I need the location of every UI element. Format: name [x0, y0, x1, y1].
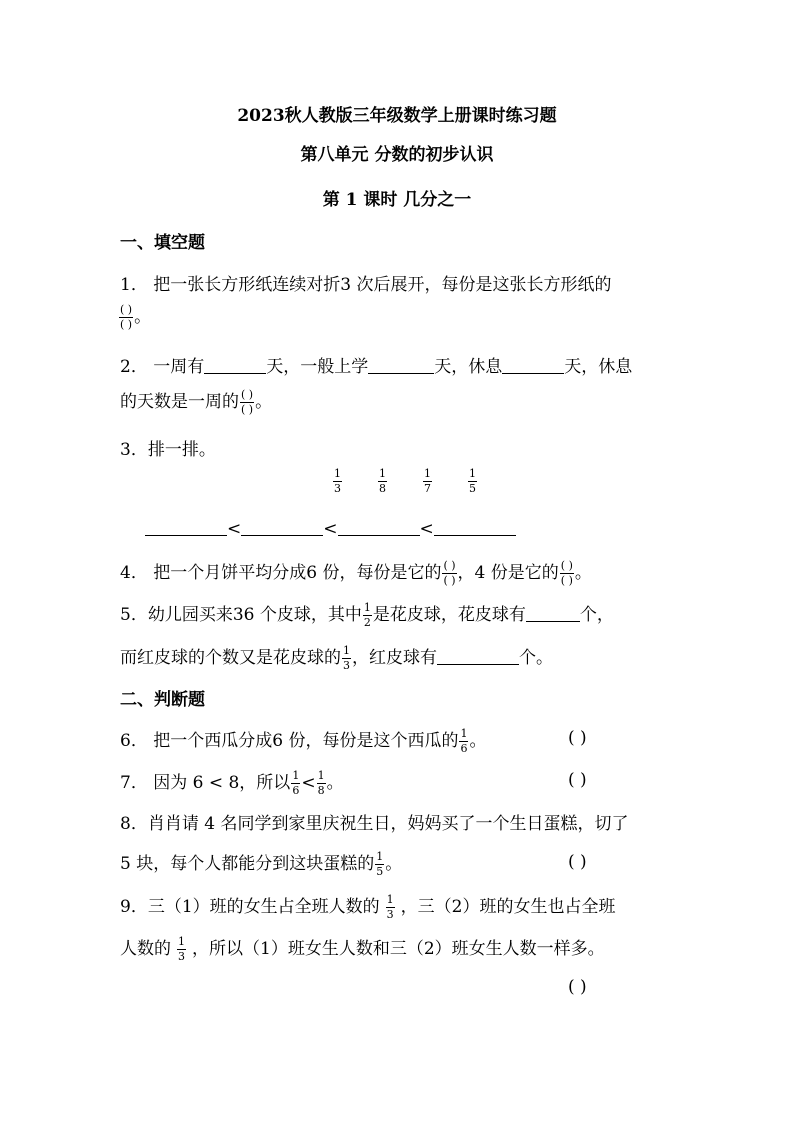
question-8-line-2: 5 块，每个人都能分到这块蛋糕的 $\frac{1}{5}$ 。 [120, 850, 403, 878]
question-2-line-2: 的天数是一周的 $\frac{( )}{( )}$ 。 [120, 388, 273, 416]
fraction-one-third: $\frac{1}{3}$ [334, 467, 341, 495]
section-true-false: 二、判断题 [120, 690, 205, 710]
answer-blank[interactable] [437, 647, 519, 665]
order-blanks: < < < [145, 518, 516, 539]
answer-blank[interactable] [502, 356, 564, 374]
lesson-title: 第 1 课时 几分之一 [322, 190, 472, 210]
answer-blank[interactable] [368, 356, 434, 374]
fraction-one-eighth: $\frac{1}{8}$ [379, 467, 386, 495]
section-fill-in: 一、填空题 [120, 233, 205, 253]
question-1-text: 1． 把一张长方形纸连续对折3 次后展开，每份是这张长方形纸的 [120, 275, 612, 295]
fraction-one-fifth: $\frac{1}{5}$ [469, 467, 476, 495]
page-title: 2023秋人教版三年级数学上册课时练习题 [237, 106, 557, 126]
answer-parentheses[interactable]: ( ) [568, 852, 587, 872]
question-7: 7． 因为 6 < 8，所以 $\frac{1}{6}$ < $\frac{1}{8}$ 。 [120, 769, 344, 797]
answer-fraction[interactable]: $\frac{( )}{( )}$ [560, 559, 573, 587]
unit-title: 第八单元 分数的初步认识 [300, 145, 494, 165]
fraction-one-seventh: $\frac{1}{7}$ [424, 467, 431, 495]
question-1-answer: $\frac{( )}{( )}$ 。 [120, 303, 152, 331]
order-blank-3[interactable] [338, 518, 420, 536]
question-5-line-1: 5．幼儿园买来36 个皮球，其中 $\frac{1}{2}$ 是花皮球，花皮球有 个， [120, 601, 614, 629]
question-9-line-1: 9．三（1）班的女生占全班人数的 $\frac{1}{3}$ ，三（2）班的女生也占全班 [120, 893, 616, 921]
question-2-line-1: 2． 一周有 天，一般上学 天，休息 天，休息 [120, 357, 633, 377]
question-5-line-2: 而红皮球的个数又是花皮球的 $\frac{1}{3}$ ，红皮球有 个。 [120, 644, 553, 672]
question-8-line-1: 8．肖肖请 4 名同学到家里庆祝生日，妈妈买了一个生日蛋糕，切了 [120, 814, 629, 834]
answer-blank[interactable] [204, 356, 266, 374]
answer-fraction[interactable]: $\frac{( )}{( )}$ [443, 559, 456, 587]
order-blank-4[interactable] [434, 518, 516, 536]
order-blank-1[interactable] [145, 518, 227, 536]
question-9-line-2: 人数的 $\frac{1}{3}$ ，所以（1）班女生人数和三（2）班女生人数一样多。 [120, 935, 605, 963]
answer-parentheses[interactable]: ( ) [568, 770, 587, 790]
order-blank-2[interactable] [241, 518, 323, 536]
answer-fraction[interactable]: $\frac{( )}{( )}$ [241, 388, 254, 416]
answer-blank[interactable] [526, 604, 580, 622]
answer-parentheses[interactable]: ( ) [568, 728, 587, 748]
question-4: 4． 把一个月饼平均分成6 份，每份是它的 $\frac{( )}{( )}$ ，4 份是它的 $\frac{( )}{( )}$ 。 [120, 559, 592, 587]
answer-parentheses[interactable]: ( ) [568, 977, 587, 997]
question-6: 6． 把一个西瓜分成6 份，每份是这个西瓜的 $\frac{1}{6}$ 。 [120, 727, 487, 755]
question-3-label: 3．排一排。 [120, 440, 216, 460]
answer-fraction[interactable]: $\frac{( )}{( )}$ [120, 303, 133, 331]
